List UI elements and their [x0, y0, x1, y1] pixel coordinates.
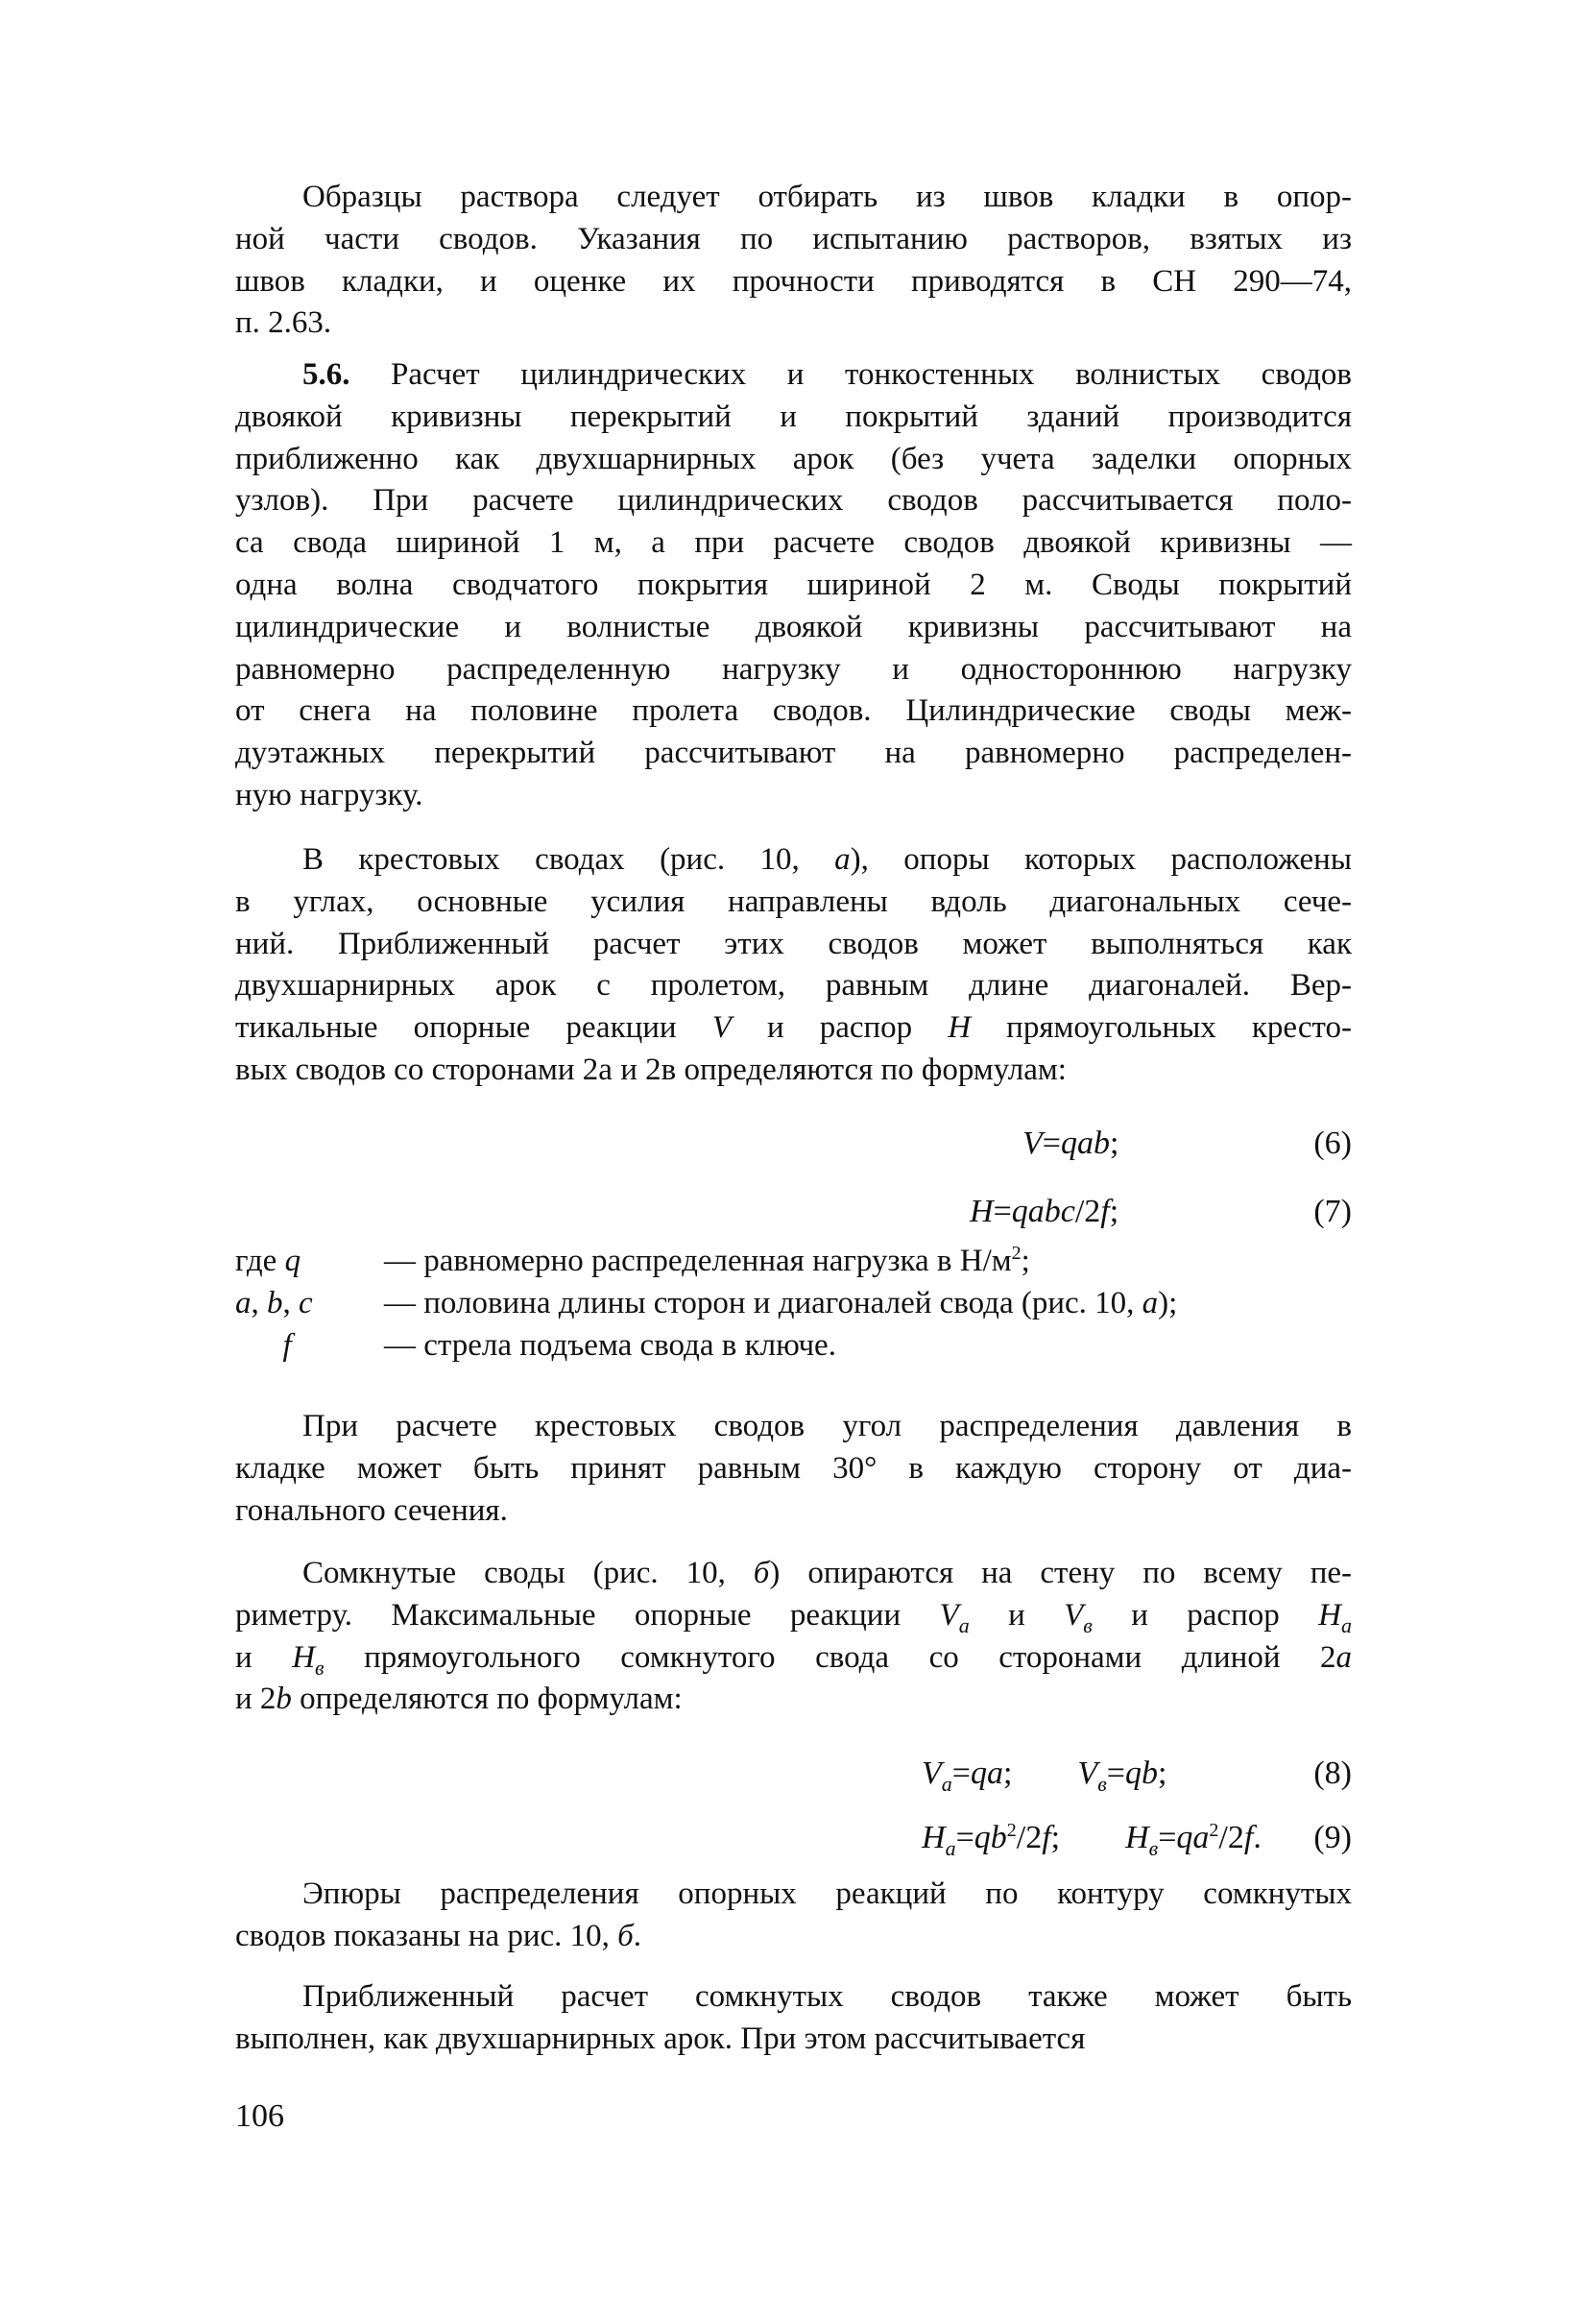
math-symbol: b	[276, 1682, 292, 1717]
subscript: в	[315, 1655, 325, 1680]
text-line	[235, 565, 1352, 607]
definition-text	[384, 1286, 1177, 1321]
text-run: дуэтажных перекрытий рассчитывают на равномерно распределен-	[235, 736, 1352, 771]
paragraph-reaction-diagrams	[235, 1874, 1352, 1958]
math-symbol: f	[1100, 1194, 1110, 1229]
text-run: =	[993, 1194, 1012, 1229]
text-run: вых сводов со сторонами 2а и 2в определяются по формулам:	[235, 1052, 1067, 1087]
paragraph-cross-vaults	[235, 839, 1352, 1092]
math-symbol: H	[1318, 1597, 1341, 1633]
math-symbol: f	[1243, 1820, 1254, 1855]
math-symbol: H	[922, 1820, 946, 1855]
text-run: /2	[1074, 1194, 1101, 1229]
text-line	[235, 177, 1352, 219]
text-run: ;	[1109, 1194, 1119, 1229]
variable-definitions	[235, 1244, 1352, 1370]
text-run: =	[1158, 1820, 1177, 1855]
math-symbol: a	[1335, 1639, 1352, 1675]
math-symbol: a	[235, 1286, 252, 1320]
text-line	[235, 303, 1352, 345]
text-run: При расчете крестовых сводов угол распределения давления в	[302, 1409, 1352, 1443]
text-line	[235, 354, 1352, 397]
math-symbol: f	[1042, 1820, 1051, 1855]
text-run: /2	[1016, 1820, 1043, 1855]
math-symbol: q	[284, 1244, 301, 1278]
text-run: ной части сводов. Указания по испытанию растворов, взятых из	[235, 221, 1352, 256]
text-run: .	[633, 1918, 642, 1953]
text-line	[235, 1448, 1352, 1490]
equation-6	[235, 1126, 1352, 1168]
text-run: цилиндрические и волнистые двоякой кривизны рассчитывают на	[235, 609, 1352, 644]
text-run: ;	[1002, 1755, 1078, 1791]
text-run: — равномерно распределенная нагрузка в Н/м	[384, 1244, 1012, 1278]
equation-number: (9)	[1313, 1820, 1352, 1855]
text-run: узлов). При расчете цилиндрических сводов рассчитывается поло-	[235, 483, 1352, 519]
math-symbol: б	[617, 1918, 634, 1953]
math-symbol: H	[292, 1639, 316, 1675]
math-symbol: qa	[1176, 1820, 1210, 1855]
text-run: ,	[251, 1286, 267, 1320]
subscript: a	[945, 1836, 956, 1860]
text-run: ,	[282, 1286, 299, 1320]
text-line	[235, 607, 1352, 649]
math-symbol: V	[711, 1010, 732, 1046]
text-run: одна волна сводчатого покрытия шириной 2 м. Своды покрытий	[235, 567, 1352, 602]
math-symbol: qab	[1060, 1126, 1110, 1161]
math-symbol: qb	[974, 1820, 1007, 1855]
text-line	[235, 1637, 1352, 1680]
definition-text	[384, 1244, 1030, 1279]
paragraph-mortar-samples	[235, 177, 1352, 345]
text-line	[235, 882, 1352, 924]
text-run: гонального сечения.	[235, 1492, 508, 1528]
text-run: В крестовых сводах (рис. 10,	[302, 842, 835, 877]
text-run: са свода шириной 1 м, а при расчете сводов двоякой кривизны —	[235, 525, 1352, 561]
text-run: прямоугольных кресто-	[971, 1010, 1352, 1046]
math-symbol: б	[753, 1556, 770, 1590]
text-run: приближенно как двухшарнирных арок (без учета заделки опорных	[235, 441, 1352, 476]
text-run: =	[951, 1755, 971, 1791]
section-number: 5.6.	[302, 357, 350, 392]
text-run: /2	[1218, 1820, 1244, 1855]
text-run: и	[969, 1597, 1065, 1633]
subscript: a	[958, 1612, 970, 1637]
text-run: риметру. Максимальные опорные реакции	[235, 1597, 940, 1633]
text-run: Образцы раствора следует отбирать из швов кладки в опор-	[302, 180, 1352, 214]
text-run: — стрела подъема свода в ключе.	[384, 1328, 836, 1363]
paragraph-pressure-distribution	[235, 1406, 1352, 1532]
text-line	[235, 649, 1352, 691]
page-number: 106	[235, 2098, 284, 2134]
math-symbol: f	[282, 1328, 292, 1363]
text-run: где	[235, 1244, 285, 1278]
text-line	[235, 1007, 1352, 1050]
text-line	[235, 775, 1352, 817]
math-symbol: V	[939, 1597, 959, 1633]
text-line	[235, 439, 1352, 481]
math-symbol: qa	[970, 1755, 1003, 1791]
equation-expression	[922, 1820, 1262, 1860]
text-run: Расчет цилиндрических и тонкостенных волнистых сводов	[349, 357, 1352, 392]
text-line	[235, 1976, 1352, 2019]
definition-row	[235, 1244, 1352, 1286]
subscript: a	[941, 1772, 952, 1796]
text-run: ;	[1157, 1755, 1167, 1791]
paragraph-closed-vaults	[235, 1553, 1352, 1721]
text-run: и распор	[731, 1010, 949, 1046]
text-run: выполнен, как двухшарнирных арок. При этом рассчитывается	[235, 2021, 1086, 2056]
text-run: ную нагрузку.	[235, 777, 423, 812]
definition-row	[235, 1286, 1352, 1328]
text-line	[235, 480, 1352, 522]
text-run: .	[1253, 1820, 1262, 1855]
text-run: и распор	[1092, 1597, 1319, 1633]
math-symbol: H	[948, 1010, 972, 1046]
subscript: в	[1097, 1772, 1107, 1796]
text-run: в углах, основные усилия направлены вдоль диагональных сече-	[235, 884, 1352, 919]
text-line	[235, 261, 1352, 303]
text-line	[235, 1595, 1352, 1637]
superscript: 2	[1209, 1820, 1219, 1841]
subscript: a	[1340, 1612, 1352, 1637]
math-symbol: b	[267, 1286, 283, 1320]
text-run: двухшарнирных арок с пролетом, равным длине диагоналей. Вер-	[235, 968, 1352, 1004]
math-symbol: а	[834, 842, 851, 877]
paragraph-5-6-vault-calculation	[235, 354, 1352, 817]
text-run: ) опираются на стену по всему пе-	[769, 1556, 1353, 1590]
math-symbol: c	[299, 1286, 313, 1320]
text-run: определяются по формулам:	[291, 1682, 683, 1717]
math-symbol: V	[1064, 1597, 1084, 1633]
text-run: =	[955, 1820, 974, 1855]
equation-expression	[922, 1755, 1167, 1796]
text-run: тикальные опорные реакции	[235, 1010, 712, 1046]
equation-number: (8)	[1313, 1755, 1352, 1791]
math-symbol: V	[1022, 1126, 1043, 1161]
subscript: в	[1148, 1836, 1159, 1860]
text-run: ;	[1021, 1244, 1030, 1278]
math-symbol: qb	[1124, 1755, 1158, 1791]
text-line	[235, 690, 1352, 733]
text-line	[235, 839, 1352, 882]
math-symbol: H	[1125, 1820, 1149, 1855]
definition-symbol	[235, 1328, 292, 1364]
text-run	[235, 1328, 283, 1363]
equation-number: (6)	[1313, 1126, 1352, 1161]
text-run: ;	[1050, 1820, 1126, 1855]
text-run: прямоугольного сомкнутого свода со сторонами длиной 2	[324, 1639, 1336, 1675]
math-symbol: qabc	[1011, 1194, 1075, 1229]
text-run: =	[1042, 1126, 1061, 1161]
text-line	[235, 924, 1352, 966]
equation-expression	[1022, 1126, 1118, 1162]
text-run: ;	[1109, 1126, 1119, 1161]
text-run: Эпюры распределения опорных реакций по контуру сомкнутых	[302, 1876, 1352, 1911]
definition-row	[235, 1328, 1352, 1370]
text-run: — половина длины сторон и диагоналей свода (рис. 10,	[384, 1286, 1142, 1320]
text-run: сводов показаны на рис. 10,	[235, 1918, 618, 1953]
equation-7	[235, 1194, 1352, 1236]
text-run: и 2	[235, 1682, 277, 1717]
superscript: 2	[1011, 1243, 1022, 1264]
text-run: от снега на половине пролета сводов. Цилиндрические своды меж-	[235, 693, 1352, 729]
text-line	[235, 1679, 1352, 1721]
equation-expression	[970, 1194, 1118, 1230]
text-run: Сомкнутые своды (рис. 10,	[302, 1556, 754, 1590]
text-run: кладке может быть принят равным 30° в каждую сторону от диа-	[235, 1450, 1352, 1486]
definition-text	[384, 1328, 836, 1364]
equation-9	[235, 1820, 1352, 1862]
text-line	[235, 1874, 1352, 1916]
definition-symbol	[235, 1244, 301, 1279]
subscript: в	[1083, 1612, 1093, 1637]
text-run: =	[1106, 1755, 1125, 1791]
math-symbol: V	[1077, 1755, 1098, 1791]
paragraph-approximate-calculation	[235, 1976, 1352, 2061]
definition-symbol	[235, 1286, 313, 1321]
text-run: швов кладки, и оценке их прочности приводятся в СН 290—74,	[235, 263, 1352, 299]
text-line	[235, 1050, 1352, 1092]
math-symbol: V	[922, 1755, 942, 1791]
text-line	[235, 965, 1352, 1007]
text-run: );	[1158, 1286, 1178, 1320]
math-symbol: а	[1142, 1286, 1159, 1320]
equation-8	[235, 1755, 1352, 1798]
text-run: двоякой кривизны перекрытий и покрытий зданий производится	[235, 399, 1352, 434]
text-line	[235, 733, 1352, 775]
text-line	[235, 397, 1352, 439]
text-line	[235, 2019, 1352, 2061]
text-line	[235, 219, 1352, 261]
equation-number: (7)	[1313, 1194, 1352, 1229]
text-run: равномерно распределенную нагрузку и одностороннюю нагрузку	[235, 651, 1352, 687]
text-line	[235, 1553, 1352, 1595]
text-run: п. 2.63.	[235, 305, 332, 341]
text-run: ), опоры которых расположены	[850, 842, 1352, 877]
text-line	[235, 522, 1352, 565]
text-run: Приближенный расчет сомкнутых сводов также может быть	[302, 1979, 1352, 2014]
text-line	[235, 1916, 1352, 1958]
superscript: 2	[1006, 1820, 1017, 1841]
text-line	[235, 1406, 1352, 1448]
text-run: ний. Приближенный расчет этих сводов может выполняться как	[235, 926, 1352, 961]
math-symbol: H	[970, 1194, 994, 1229]
text-run: и	[235, 1639, 293, 1675]
text-line	[235, 1490, 1352, 1533]
